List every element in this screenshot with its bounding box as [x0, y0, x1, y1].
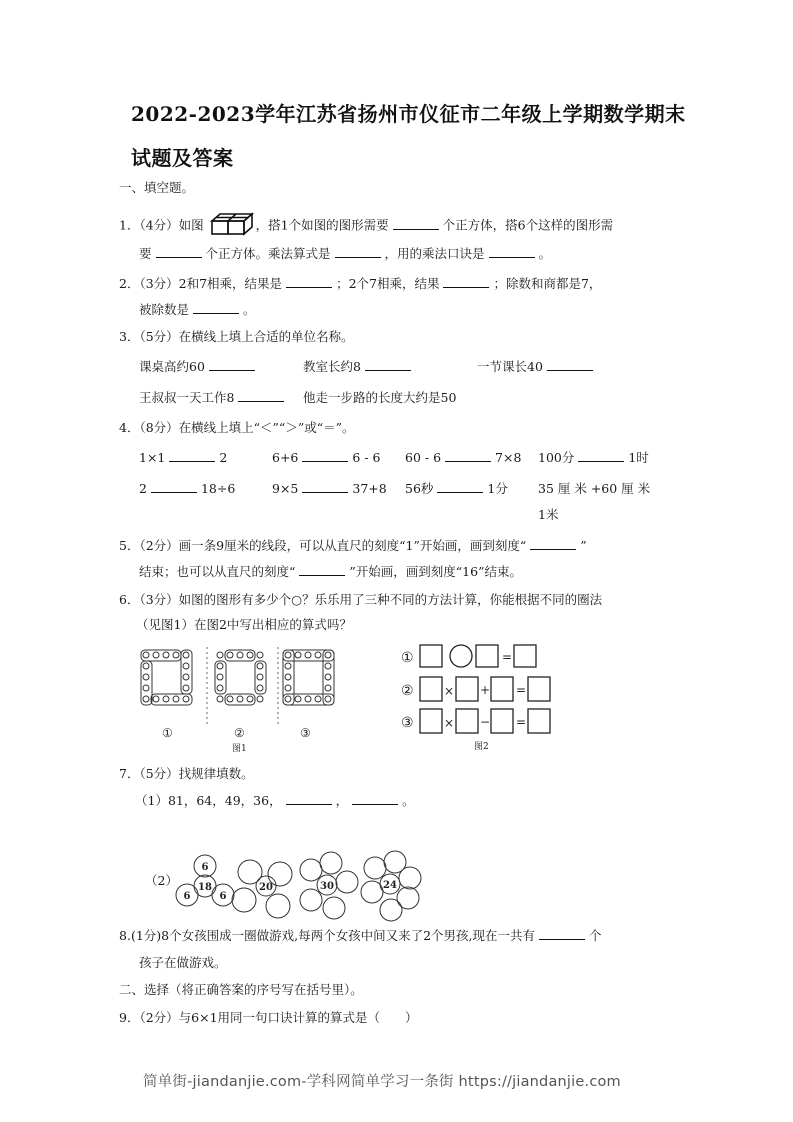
figure-1-pattern-3	[276, 645, 336, 755]
svg-text:=: =	[516, 715, 527, 729]
compare-item: 100分 1时	[538, 450, 649, 465]
answer-blank[interactable]	[302, 450, 348, 462]
compare-item: 60 - 6 7×8	[405, 450, 522, 465]
answer-blank[interactable]	[443, 276, 489, 288]
answer-blank[interactable]	[489, 246, 535, 258]
answer-blank[interactable]	[286, 276, 332, 288]
figure-2-equation-boxes	[398, 642, 553, 754]
svg-text:图2: 图2	[474, 742, 489, 752]
question-5-line1: 5．（2分）画一条9厘米的线段，可以从直尺的刻度“1”开始画，画到刻度“ ”	[119, 538, 587, 553]
svg-text:×: ×	[444, 684, 455, 698]
answer-blank[interactable]	[169, 450, 215, 462]
question-8-line1: 8.(1分)8个女孩围成一圈做游戏,每两个女孩中间又来了2个男孩,现在一共有 个	[119, 928, 602, 943]
question-3-item: 他走一步路的长度大约是50	[303, 390, 457, 405]
svg-text:18: 18	[198, 882, 212, 893]
answer-blank[interactable]	[193, 302, 239, 314]
svg-text:6: 6	[219, 891, 227, 902]
svg-text:②: ②	[401, 683, 414, 699]
svg-text:①: ①	[401, 650, 414, 666]
question-7-line1: 7．（5分）找规律填数。	[119, 766, 254, 781]
section-heading-choice: 二、选择（将正确答案的序号写在括号里）。	[119, 982, 363, 997]
svg-text:6: 6	[183, 891, 191, 902]
question-number: 7．	[119, 766, 140, 781]
answer-blank[interactable]	[286, 793, 332, 805]
question-7-part2-label: （2）	[145, 873, 178, 888]
svg-text:−: −	[480, 715, 491, 729]
svg-text:20: 20	[259, 882, 273, 893]
compare-item: 9×5 37+8	[272, 481, 387, 496]
question-3-item: 一节课长40	[477, 359, 597, 375]
svg-text:②: ②	[234, 726, 245, 740]
question-number: 6．	[119, 592, 140, 607]
svg-text:=: =	[516, 683, 527, 697]
question-2-line2: 被除数是 。	[139, 302, 256, 317]
question-6-line2: （见图1）在图2中写出相应的算式吗？	[136, 617, 352, 632]
svg-text:③: ③	[401, 715, 414, 731]
question-6-line1: 6．（3分）如图的图形有多少个○？乐乐用了三种不同的方法计算，你能根据不同的圈法	[119, 592, 603, 607]
answer-blank[interactable]	[393, 218, 439, 230]
question-5-line2: 结束；也可以从直尺的刻度“ ”开始画，画到刻度“16”结束。	[139, 564, 522, 579]
flower-number-pattern	[172, 850, 422, 922]
answer-blank[interactable]	[437, 481, 483, 493]
page-title-line2: 试题及答案	[131, 146, 234, 170]
question-4-line1: 4．（8分）在横线上填上“＜”“＞”或“＝”。	[119, 420, 355, 435]
compare-item: 6+6 6 - 6	[272, 450, 381, 465]
cube-stack-icon	[210, 212, 254, 240]
answer-blank[interactable]	[547, 359, 593, 371]
question-9-line1: 9．（2分）与6×1用同一句口诀计算的算式是（ ）	[119, 1010, 418, 1025]
compare-item: 56秒 1分	[405, 481, 508, 496]
svg-text:③: ③	[300, 726, 311, 740]
answer-blank[interactable]	[151, 481, 197, 493]
figure-1-circle-groupings	[138, 645, 278, 755]
svg-text:=: =	[502, 650, 513, 664]
compare-item: 1×1 2	[139, 450, 228, 465]
answer-blank[interactable]	[238, 390, 284, 402]
answer-blank[interactable]	[578, 450, 624, 462]
answer-blank[interactable]	[530, 538, 576, 550]
question-1-line2: 要 个正方体。乘法算式是 ，用的乘法口诀是 。	[139, 246, 552, 261]
answer-blank[interactable]	[335, 246, 381, 258]
question-1-line1: 1．（4分）如图 ，搭1个如图的图形需要 个正方体，搭6个这样的图形需	[119, 212, 613, 240]
question-8-line2: 孩子在做游戏。	[139, 955, 227, 970]
question-3-item: 课桌高约60	[139, 359, 259, 375]
question-number: 3．	[119, 329, 140, 344]
answer-blank[interactable]	[365, 359, 411, 371]
question-3-item: 王叔叔一天工作8	[139, 390, 288, 406]
question-number: 2．	[119, 276, 140, 291]
answer-blank[interactable]	[299, 564, 345, 576]
answer-blank[interactable]	[445, 450, 491, 462]
svg-text:图1: 图1	[232, 744, 247, 754]
compare-item: 2 18÷6	[139, 481, 236, 496]
svg-text:×: ×	[444, 716, 455, 730]
page-title-line1: 2022-2023学年江苏省扬州市仪征市二年级上学期数学期末	[131, 102, 686, 126]
question-number: 8.	[119, 928, 131, 943]
svg-text:6: 6	[201, 862, 209, 873]
question-3-line1: 3．（5分）在横线上填上合适的单位名称。	[119, 329, 354, 344]
answer-blank[interactable]	[539, 928, 585, 940]
question-7-part1: （1）81，64，49，36， ， 。	[135, 793, 415, 808]
question-number: 4．	[119, 420, 140, 435]
question-number: 1．	[119, 217, 140, 233]
section-heading-fill-blank: 一、填空题。	[119, 180, 195, 195]
question-2-line1: 2．（3分）2和7相乘，结果是 ；2个7相乘，结果 ；除数和商都是7，	[119, 276, 602, 291]
question-3-item: 教室长约8	[303, 359, 415, 375]
svg-text:①: ①	[162, 726, 173, 740]
answer-blank[interactable]	[302, 481, 348, 493]
question-number: 9．	[119, 1010, 140, 1025]
answer-blank[interactable]	[156, 246, 202, 258]
answer-blank[interactable]	[352, 793, 398, 805]
svg-text:+: +	[480, 683, 491, 697]
answer-blank[interactable]	[209, 359, 255, 371]
compare-item-right: 1米	[538, 507, 559, 522]
question-number: 5．	[119, 538, 140, 553]
compare-item-left: 35 厘 米 +60 厘 米	[538, 481, 651, 496]
svg-text:30: 30	[320, 881, 334, 892]
svg-text:24: 24	[383, 880, 397, 891]
footer-watermark: 简单街-jiandanjie.com-学科网简单学习一条街 https://jiandanjie.com	[143, 1074, 621, 1090]
